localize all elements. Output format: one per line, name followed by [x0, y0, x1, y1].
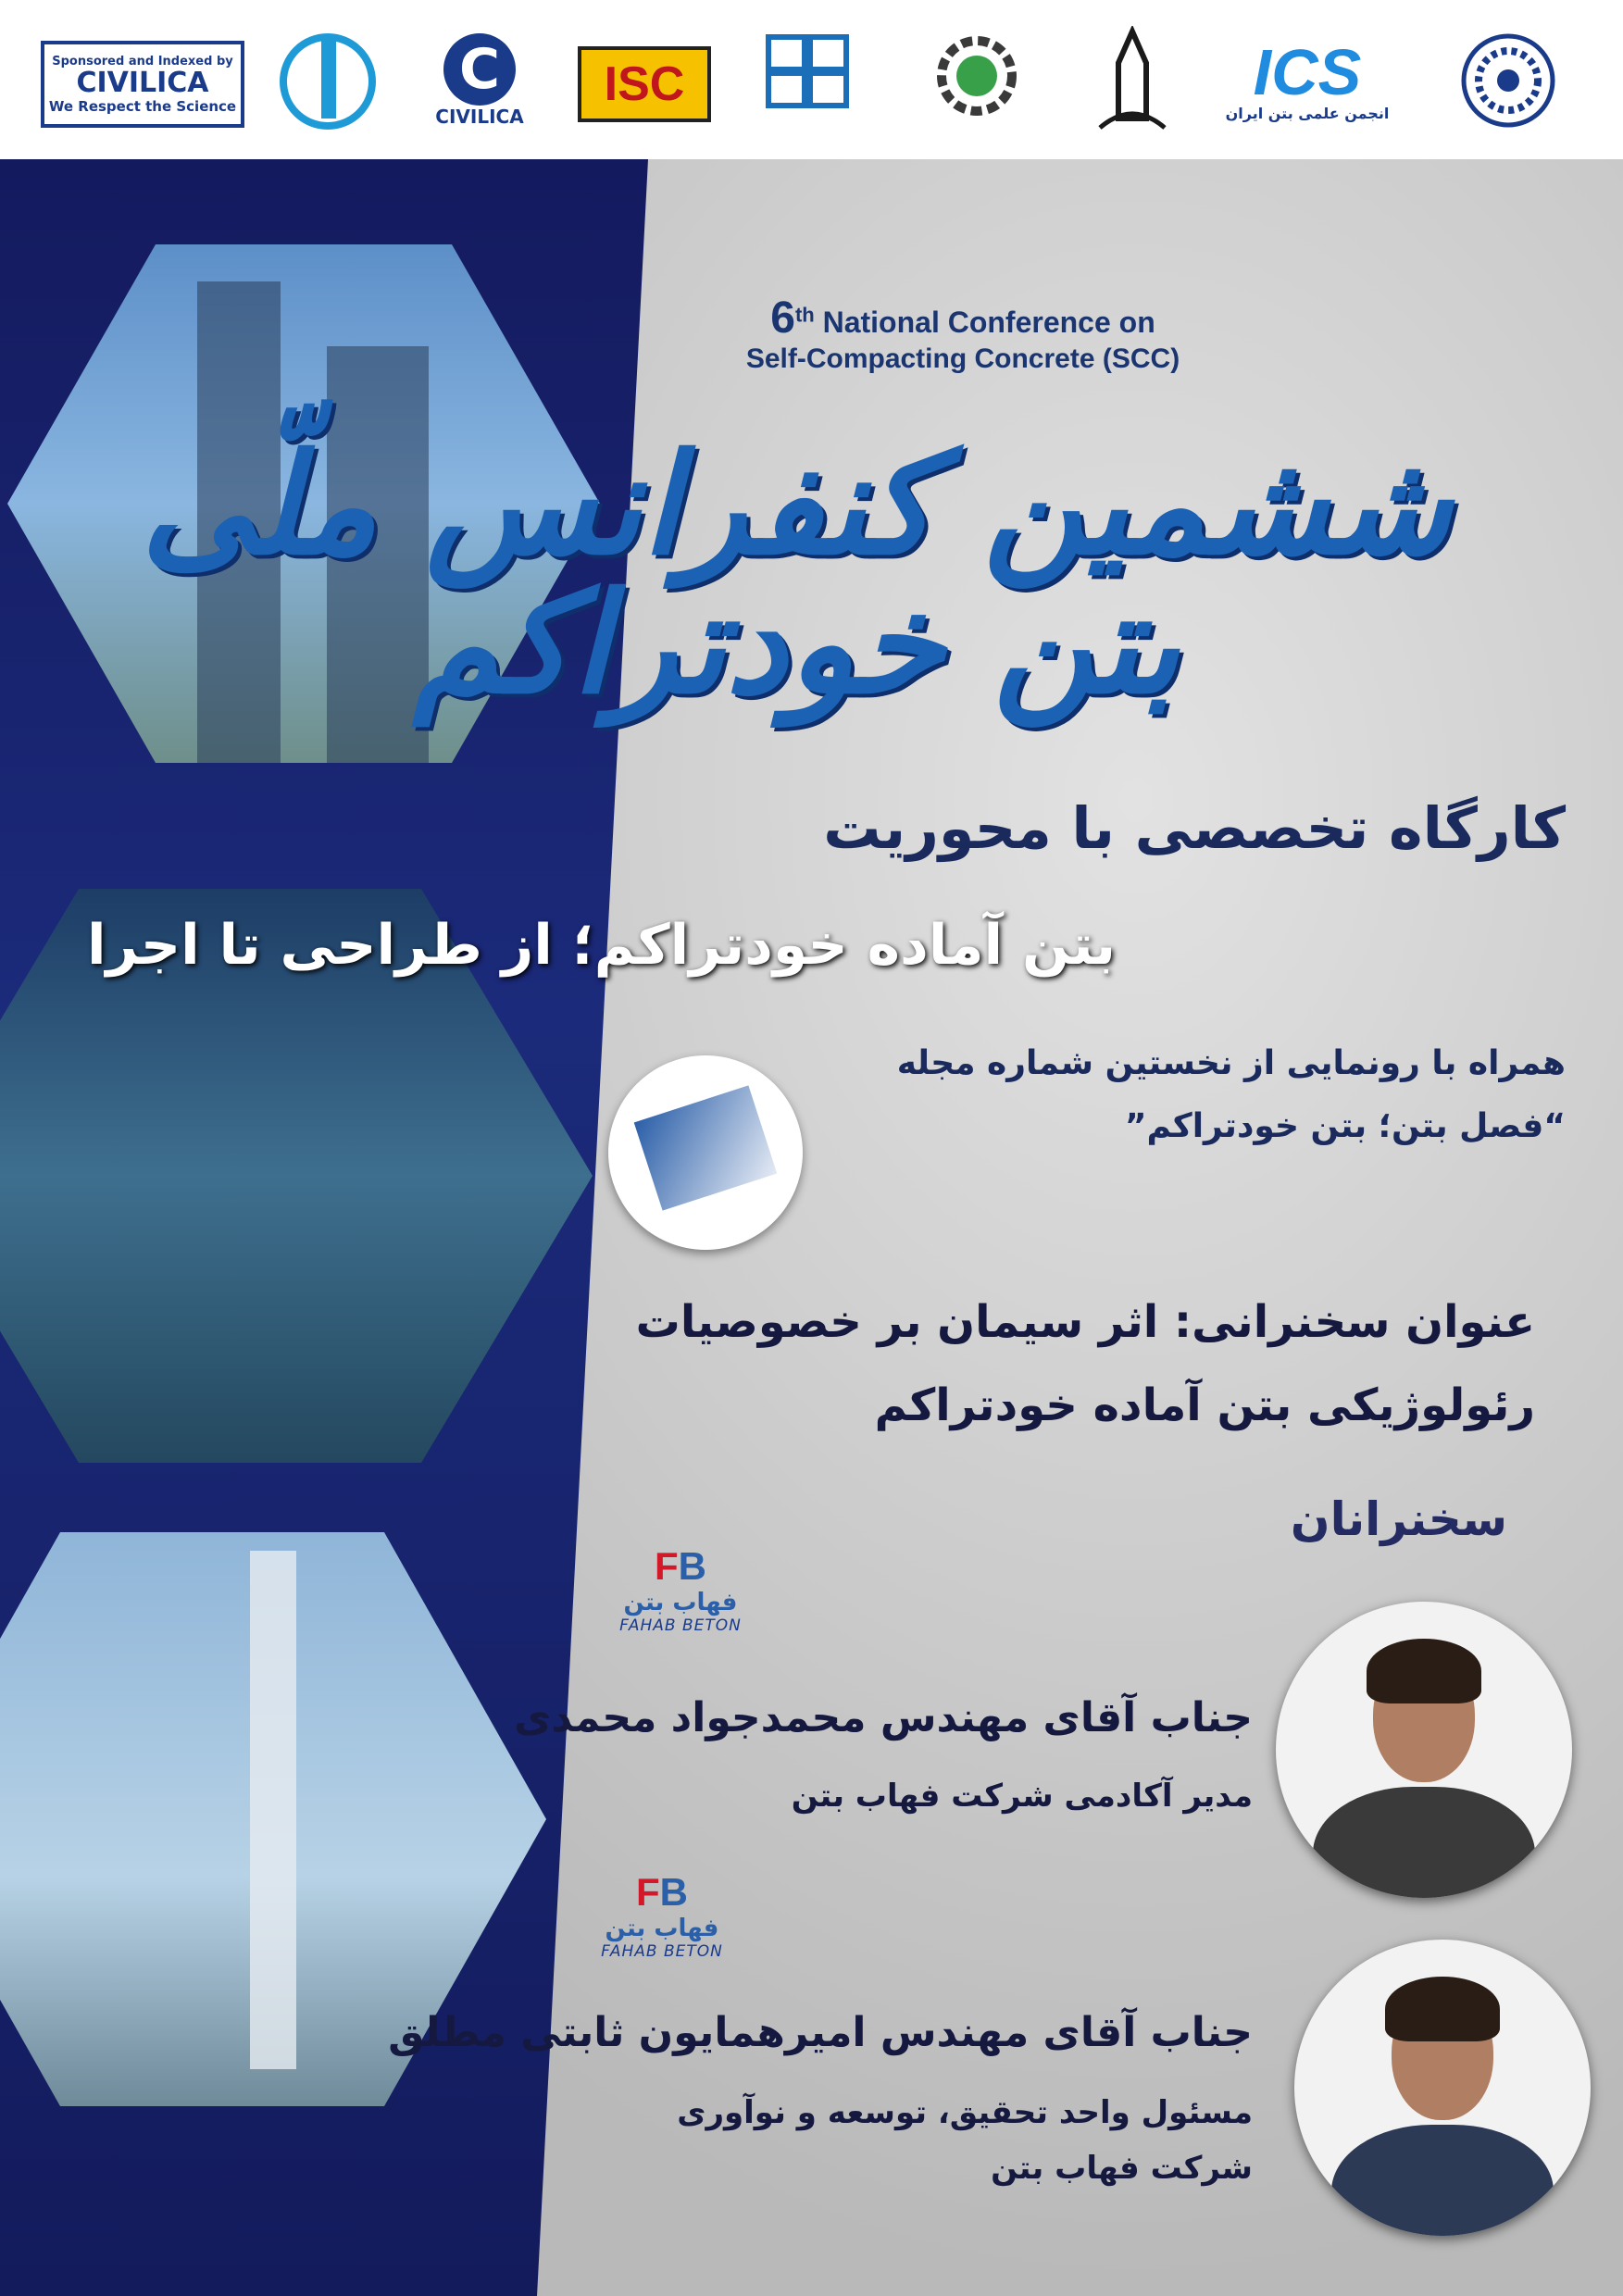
speaker-1-name: جناب آقای مهندس محمدجواد محمدی: [514, 1694, 1253, 1741]
engineering-firms-association-logo: [917, 26, 1037, 135]
conference-number: 6: [770, 293, 795, 343]
monument-tower-shape: [250, 1551, 296, 2069]
fahab-logo-en: FAHAB BETON: [619, 1616, 742, 1635]
civilica-sponsor-line2: CIVILICA: [76, 66, 209, 99]
speaker-1-hair: [1367, 1639, 1481, 1703]
fahab-logo-fa-2: فهاب بتن: [605, 1915, 719, 1942]
talk-title-line2: رئولوژیکی بتن آماده خودتراکم: [874, 1379, 1535, 1431]
isc-logo: [578, 46, 711, 122]
magazine-line2: “فصل بتن؛ بتن خودتراکم”: [1124, 1107, 1566, 1145]
speaker-1-photo: [1276, 1602, 1572, 1898]
fahab-logo-fa: فهاب بتن: [623, 1589, 738, 1616]
fahab-mark-icon: FB: [655, 1544, 706, 1588]
chamber-emblem-icon: [1457, 30, 1559, 131]
speakers-heading: سخنرانان: [1290, 1492, 1507, 1546]
fahab-beton-logo: [611, 1544, 750, 1635]
english-conference-title: [704, 293, 1222, 375]
magazine-cover-image: [608, 1055, 803, 1250]
civilica-sponsor-logo: [41, 41, 244, 128]
chamber-of-commerce-logo: [1448, 26, 1568, 135]
conference-number-suffix: th: [794, 303, 815, 327]
civilica-sponsor-line3: We Respect the Science: [48, 97, 237, 115]
speaker-2-body: [1331, 2125, 1554, 2236]
university-emblem-icon: [1091, 26, 1174, 135]
magazine-cover-shape: [634, 1085, 778, 1210]
speaker-2-role-line1: مسئول واحد تحقیق، توسعه و نوآوری: [677, 2094, 1253, 2131]
fahab-logo-en-2: FAHAB BETON: [601, 1942, 723, 1961]
civilica-sponsor-line1: Sponsored and Indexed by: [52, 54, 233, 69]
speaker-2-name: جناب آقای مهندس امیرهمایون ثابتی مطلق: [388, 2009, 1253, 2056]
english-title-line2: Self-Compacting Concrete (SCC): [745, 343, 1180, 374]
ferdowsi-university-logo: [1081, 26, 1183, 135]
ics-logo: [1224, 26, 1391, 135]
gear-leaf-icon: [926, 30, 1028, 131]
civilica-text: CIVILICA: [435, 106, 524, 128]
persian-conference-title: ششمین کنفرانس ملّی بتن خودتراکم: [141, 423, 1452, 725]
iran-concrete-society-logo: [752, 26, 863, 135]
magazine-line1: همراه با رونمایی از نخستین شماره مجله: [896, 1044, 1566, 1082]
talk-title-line1: عنوان سخنرانی: اثر سیمان بر خصوصیات: [635, 1296, 1535, 1348]
ics-caption: انجمن علمی بتن ایران: [1225, 104, 1390, 122]
workshop-topic: بتن آماده خودتراکم؛ از طراحی تا اجرا: [86, 913, 1116, 978]
speaker-2-photo: [1294, 1940, 1591, 2236]
conference-6-icon: [277, 26, 379, 135]
fahab-mark-icon-2: FB: [636, 1870, 688, 1914]
workshop-title: کارگاه تخصصی با محوریت: [823, 794, 1566, 862]
concrete-society-icon: [761, 30, 854, 131]
speaker-1-body: [1313, 1787, 1535, 1898]
isc-text: ISC: [604, 57, 685, 111]
fahab-beton-logo-2: [593, 1870, 731, 1961]
civilica-c-icon: C: [443, 33, 516, 106]
english-title-line1: National Conference on: [822, 306, 1155, 339]
civilica-logo: [424, 26, 535, 135]
speaker-1-role: مدیر آکادمی شرکت فهاب بتن: [791, 1778, 1253, 1815]
logo-bar: [0, 0, 1623, 159]
conference-6-logo: [272, 26, 383, 135]
ics-mark: ICS: [1253, 35, 1362, 108]
speaker-2-role-line2: شرکت فهاب بتن: [991, 2150, 1253, 2187]
speaker-2-hair: [1385, 1977, 1500, 2041]
